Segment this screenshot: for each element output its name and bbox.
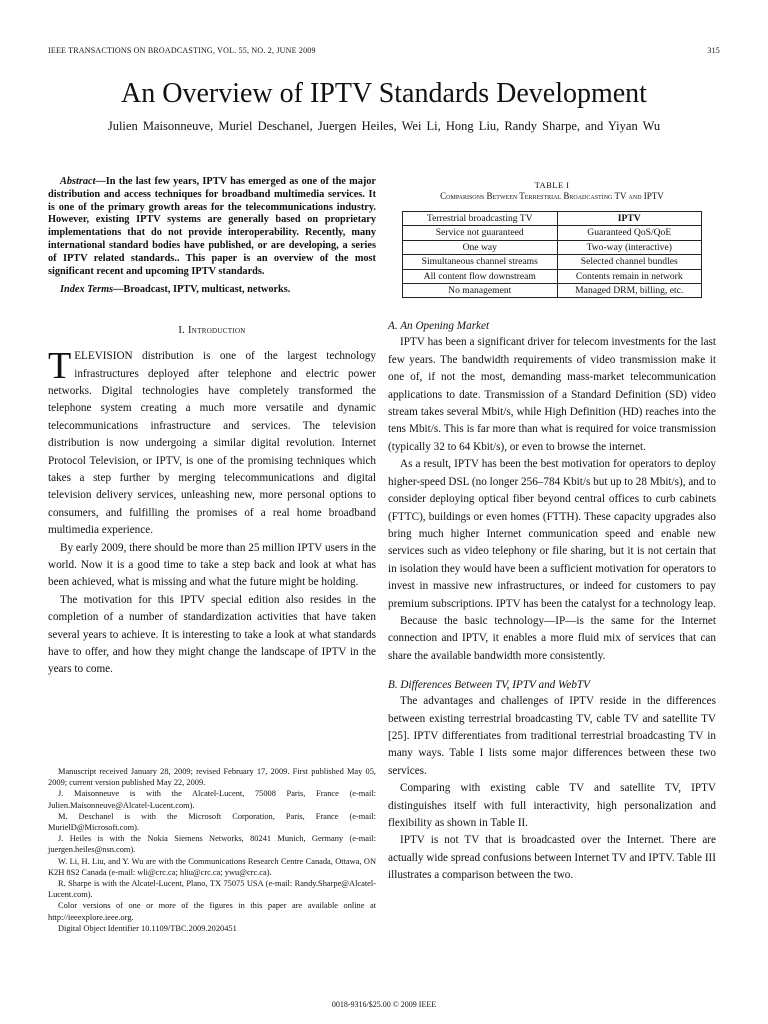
- table-title: Comparisons Between Terrestrial Broadcasting TV and IPTV: [440, 191, 664, 201]
- table-row: [403, 284, 702, 298]
- index-terms-text: —Broadcast, IPTV, multicast, networks.: [113, 284, 291, 296]
- subsection-heading-differences: B. Differences Between TV, IPTV and WebTV: [388, 679, 590, 692]
- abstract: [48, 176, 376, 278]
- footnote: Digital Object Identifier 10.1109/TBC.2009.2020451: [58, 923, 237, 933]
- footnote: J. Maisonneuve is with the Alcatel-Lucent, 75008 Paris, France (e-mail: Julien.Maisonneuve@Alcatel-Lucent.com).: [48, 789, 376, 810]
- table-cell: Service not guaranteed: [403, 226, 558, 240]
- differences-paragraph-2: Comparing with existing cable TV and satellite TV, IPTV distinguishes itself with full interactivity, high personalization and flexibility as shown in Table II.: [388, 782, 716, 829]
- footnotes: [48, 766, 376, 934]
- opening-market-body: [388, 334, 716, 665]
- intro-paragraph-3: The motivation for this IPTV special edition also resides in the completion of a number of standardization activities that have taken several years to achieve. It is interesting to take a look at what standards have to offer, and how they might change the landscape of IPTV in the years to come.: [48, 593, 376, 676]
- page-number: 315: [707, 46, 720, 55]
- table-cell: Simultaneous channel streams: [403, 255, 558, 269]
- copyright-footer: 0018-9316/$25.00 © 2009 IEEE: [331, 1000, 437, 1009]
- running-head: [48, 46, 720, 55]
- footnote: J. Heiles is with the Nokia Siemens Networks, 80241 Munich, Germany (e-mail: juergen.heiles@nsn.com).: [48, 834, 376, 855]
- section-heading-introduction: [48, 325, 376, 336]
- author-list: Julien Maisonneuve, Muriel Deschanel, Juergen Heiles, Wei Li, Hong Liu, Randy Sharpe, and Yiyan Wu: [107, 119, 661, 133]
- footnote: Manuscript received January 28, 2009; revised February 17, 2009. First published May 05, 2009; current version published May 22, 2009.: [48, 767, 376, 788]
- table-cell: All content flow downstream: [403, 269, 558, 283]
- drop-cap: T: [48, 345, 72, 388]
- journal-name: IEEE TRANSACTIONS ON BROADCASTING, VOL. 55, NO. 2, JUNE 2009: [48, 46, 316, 55]
- index-terms: [48, 284, 376, 297]
- subsection-heading-opening-market: A. An Opening Market: [388, 320, 490, 333]
- table-cell: One way: [403, 240, 558, 254]
- section-title: Introduction: [188, 325, 246, 337]
- opening-market-paragraph-1: IPTV has been a significant driver for telecom investments for the last few years. The bandwidth requirements of video transmission make it one of, if not the most, demanding mass-market telecommunication applications to date. Transmission of a Standard Definition (SD) video stream takes several Mbit/s, while High Definition (HD) reaches into the tens Mbit/s. This is far more than what is required for voice transmission (typically 32 to 64 Kbit/s), or even to browse the internet.: [388, 336, 716, 453]
- table-cell: Guaranteed QoS/QoE: [557, 226, 702, 240]
- index-terms-lead: Index Terms: [60, 284, 114, 296]
- right-column: [388, 176, 716, 885]
- footnote: W. Li, H. Liu, and Y. Wu are with the Communications Research Centre Canada, Ottawa, ON K2H 8S2 Canada (e-mail: wli@crc.ca; hliu@crc.ca; ywu@crc.ca).: [48, 856, 376, 877]
- differences-paragraph-3: IPTV is not TV that is broadcasted over the Internet. There are actually wide spread confusions between Internet TV and IPTV. Table III illustrates a comparison between the two.: [388, 834, 716, 882]
- table-cell: Managed DRM, billing, etc.: [557, 284, 702, 298]
- table-cell: Two-way (interactive): [557, 240, 702, 254]
- footnote: R. Sharpe is with the Alcatel-Lucent, Plano, TX 75075 USA (e-mail: Randy.Sharpe@Alcatel-Lucent.com).: [48, 879, 376, 900]
- table-cell: Contents remain in network: [557, 269, 702, 283]
- table-row: [403, 240, 702, 254]
- introduction-body: [48, 345, 376, 679]
- opening-market-paragraph-2: As a result, IPTV has been the best motivation for operators to deploy higher-speed DSL (no longer 256–784 Kbit/s but up to 28 Mbit/s), and to consider deploying optical fiber beyond central offices to curb cabinets (FTTC), buildings or even homes (FTTH). These capacity upgrades also bring much higher Internet communication speed and enable new services such as video telephony or file sharing, but it is not certain that in isolation they would have been a sufficient motivation for operators to invest in massive new infrastructures, or indeed for customers to pay premium subscriptions. IPTV has been the catalyst for a technology leap.: [388, 458, 716, 610]
- table-header-row: [403, 212, 702, 226]
- table-row: [403, 226, 702, 240]
- intro-paragraph-1: [48, 345, 376, 539]
- differences-paragraph-1: The advantages and challenges of IPTV reside in the differences between existing terrestrial broadcasting TV, cable TV and satellite TV [25]. IPTV differentiates from traditional terrestrial broadcasting TV in many ways. Table I lists some major differences between these two services.: [388, 695, 716, 777]
- table-row: [403, 255, 702, 269]
- footnote: M. Deschanel is with the Microsoft Corporation, Paris, France (e-mail: MurielD@Microsoft.com).: [48, 811, 376, 833]
- paper-title: An Overview of IPTV Standards Development: [121, 78, 647, 109]
- intro-paragraph-2: By early 2009, there should be more than 25 million IPTV users in the world. Now it is a good time to take a step back and look at what has been achieved, what is missing and what the future might be holding.: [48, 541, 376, 589]
- left-column: [48, 176, 376, 679]
- footnote: Color versions of one or more of the figures in this paper are available online at http://ieeexplore.ieee.org.: [48, 901, 376, 922]
- intro-paragraph-1-text: ELEVISION distribution is one of the largest technology infrastructures deployed after telephone and electric power networks. Digital technologies have completely transformed the telephone system creating a much more versatile and dynamic telecommunications infrastructure and services. The television distribution is now undergoing a similar digital revolution. Internet Protocol Television, or IPTV, is one of the promising techniques which takes a step further by merging telecommunications and digital television delivery services, unleashing new, more personal options to consumers, and fulfilling the promises of a real home broadband multimedia experience.: [48, 350, 376, 537]
- table-row: [403, 269, 702, 283]
- table-cell: No management: [403, 284, 558, 298]
- abstract-text: —In the last few years, IPTV has emerged as one of the major distribution and access techniques for broadband multimedia services. It is one of the primary growth areas for the telecommunications industry. However, existing IPTV systems are generally based on proprietary implementations that do not provide interoperability. Recently, many international standard bodies have published, or are developing, a series of IPTV related standards.. This paper is an overview of the most significant recent and upcoming IPTV standards.: [48, 176, 376, 277]
- table-header-cell: IPTV: [557, 212, 702, 226]
- opening-market-paragraph-3: Because the basic technology—IP—is the same for the Internet connection and IPTV, it enables a more fluid mix of services that can share the available bandwidth more consistently.: [388, 614, 716, 662]
- differences-body: [388, 693, 716, 884]
- table-label: TABLE I: [534, 180, 570, 190]
- abstract-lead: Abstract: [60, 176, 96, 187]
- comparison-table: [402, 211, 702, 298]
- table-cell: Selected channel bundles: [557, 255, 702, 269]
- table-header-cell: Terrestrial broadcasting TV: [403, 212, 558, 226]
- table-caption: [388, 180, 716, 202]
- section-numeral: I.: [178, 325, 186, 337]
